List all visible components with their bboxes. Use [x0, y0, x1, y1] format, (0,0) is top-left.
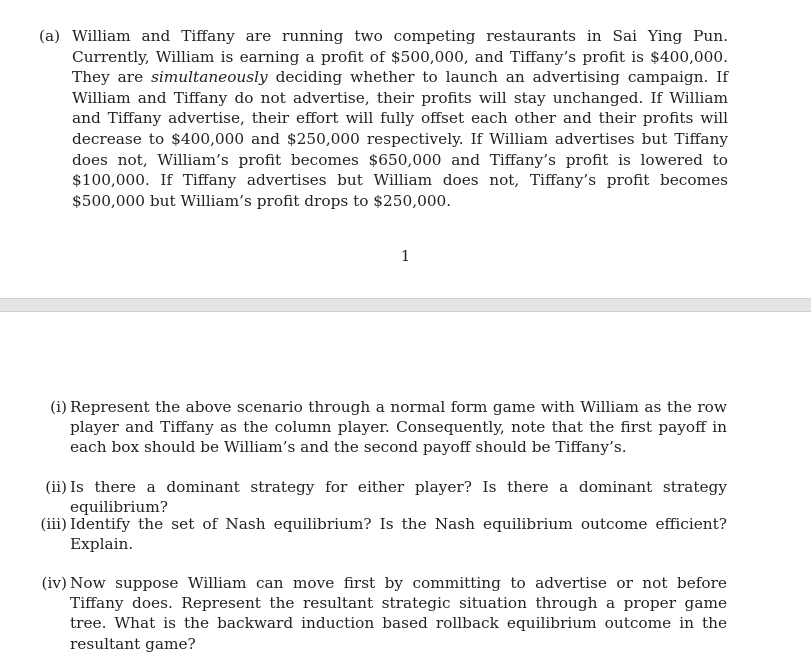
page-separator	[0, 298, 811, 312]
question-a	[39, 26, 728, 211]
question-a-emphasis: simultaneously	[151, 68, 268, 87]
question-a-text-part1: William and Tiffany are running two competing restaurants in Sai Ying Pun. Currently, William is earning a profit of $500,000, and Tiffany’s profit is $400,000. They are	[72, 27, 728, 87]
sub-question-text: Represent the above scenario through a normal form game with William as the row player and Tiffany as the column player. Consequently, note that the first payoff in each box should be William’s and the second payoff should be Tiffany’s.	[70, 398, 727, 457]
sub-question-text: Identify the set of Nash equilibrium? Is the Nash equilibrium outcome efficient? Explain.	[70, 515, 727, 554]
sub-question-iii	[40, 514, 727, 554]
sub-question-ii	[45, 477, 727, 517]
sub-question-i	[50, 397, 727, 458]
page-number: 1	[400, 247, 411, 265]
question-a-text-part2: deciding whether to launch an advertising campaign. If William and Tiffany do not advertise, their profits will stay unchanged. If William and Tiffany advertise, their effort will fully offset each other and their profits will decrease to $400,000 and $250,000 respectively. If William advertises but Tiffany does not, William’s profit becomes $650,000 and Tiffany’s profit is lowered to $100,000. If Tiffany advertises but William does not, Tiffany’s profit becomes $500,000 but William’s profit drops to $250,000.	[72, 68, 728, 210]
sub-question-text: Now suppose William can move first by committing to advertise or not before Tiffany does. Represent the resultant strategic situation through a proper game tree. What is the backward induction based rollback equilibrium outcome in the resultant game?	[70, 574, 727, 653]
sub-question-label: (i)	[50, 398, 67, 416]
question-a-text	[72, 27, 728, 210]
sub-question-label: (ii)	[45, 478, 67, 496]
sub-question-label: (iv)	[41, 574, 67, 592]
sub-question-iv	[41, 573, 727, 654]
sub-question-text: Is there a dominant strategy for either player? Is there a dominant strategy equilibrium?	[70, 478, 727, 517]
sub-question-label: (iii)	[40, 515, 67, 533]
question-a-label: (a)	[39, 27, 61, 45]
